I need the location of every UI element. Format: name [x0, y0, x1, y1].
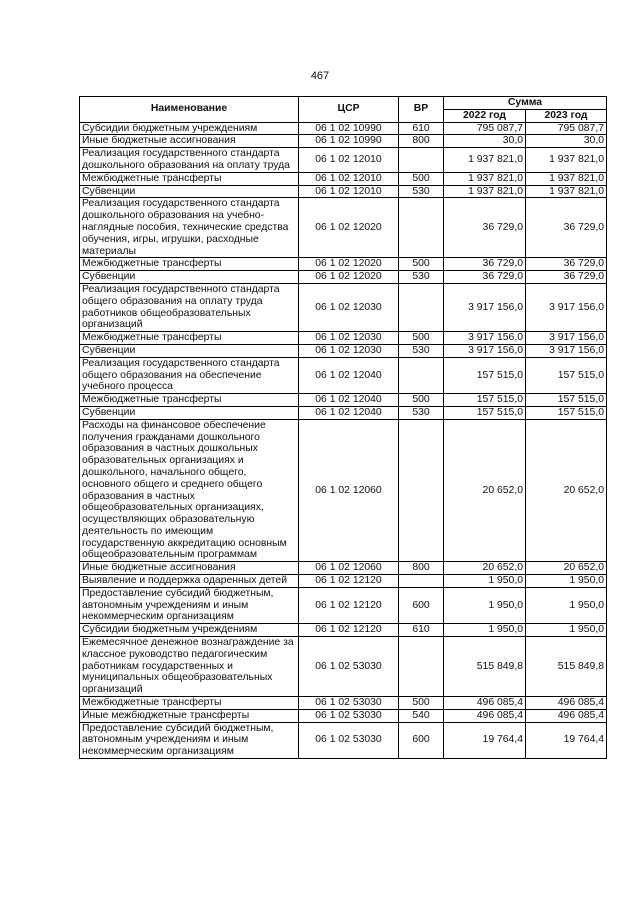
row-sum-2023: 30,0 — [526, 135, 607, 148]
row-sum-2023: 496 085,4 — [526, 709, 607, 722]
row-csr: 06 1 02 12120 — [299, 587, 399, 623]
row-name: Иные бюджетные ассигнования — [80, 135, 299, 148]
row-vr: 500 — [399, 172, 444, 185]
table-row — [80, 394, 607, 407]
row-name: Реализация государственного стандарта дошкольного образования на учебно-наглядные пособия, технические средства обучения, игры, игрушки, расходные материалы — [80, 198, 299, 258]
table-row — [80, 198, 607, 258]
row-csr: 06 1 02 10990 — [299, 122, 399, 135]
row-sum-2022: 496 085,4 — [444, 697, 526, 710]
row-sum-2022: 157 515,0 — [444, 394, 526, 407]
row-vr: 610 — [399, 624, 444, 637]
row-csr: 06 1 02 12040 — [299, 406, 399, 419]
row-vr: 600 — [399, 722, 444, 758]
row-sum-2023: 1 937 821,0 — [526, 185, 607, 198]
row-name: Межбюджетные трансферты — [80, 697, 299, 710]
row-name: Межбюджетные трансферты — [80, 172, 299, 185]
row-sum-2023: 3 917 156,0 — [526, 283, 607, 331]
row-csr: 06 1 02 12030 — [299, 344, 399, 357]
row-sum-2023: 1 937 821,0 — [526, 172, 607, 185]
row-sum-2022: 1 937 821,0 — [444, 172, 526, 185]
row-name: Субвенции — [80, 406, 299, 419]
table-row — [80, 344, 607, 357]
row-vr: 600 — [399, 587, 444, 623]
row-sum-2023: 3 917 156,0 — [526, 332, 607, 345]
row-vr: 530 — [399, 406, 444, 419]
table-row — [80, 283, 607, 331]
row-sum-2022: 19 764,4 — [444, 722, 526, 758]
table-row — [80, 419, 607, 562]
row-vr — [399, 198, 444, 258]
budget-table — [79, 96, 607, 759]
row-vr: 530 — [399, 271, 444, 284]
table-row — [80, 562, 607, 575]
row-sum-2023: 1 950,0 — [526, 575, 607, 588]
table-row — [80, 722, 607, 758]
row-vr: 500 — [399, 394, 444, 407]
row-name: Предоставление субсидий бюджетным, автономным учреждениям и иным некоммерческим организациям — [80, 722, 299, 758]
row-vr: 800 — [399, 562, 444, 575]
row-name: Ежемесячное денежное вознаграждение за классное руководство педагогическим работникам государственных и муниципальных общеобразовательных организаций — [80, 637, 299, 697]
table-row — [80, 637, 607, 697]
row-sum-2022: 1 950,0 — [444, 624, 526, 637]
row-sum-2023: 157 515,0 — [526, 406, 607, 419]
row-csr: 06 1 02 12030 — [299, 332, 399, 345]
row-sum-2022: 36 729,0 — [444, 271, 526, 284]
row-sum-2022: 1 950,0 — [444, 575, 526, 588]
row-sum-2022: 496 085,4 — [444, 709, 526, 722]
row-sum-2022: 3 917 156,0 — [444, 344, 526, 357]
row-sum-2022: 157 515,0 — [444, 357, 526, 393]
row-sum-2022: 1 937 821,0 — [444, 148, 526, 173]
row-sum-2022: 20 652,0 — [444, 419, 526, 562]
row-csr: 06 1 02 53030 — [299, 709, 399, 722]
row-name: Реализация государственного стандарта общего образования на оплату труда работников общеобразовательных организаций — [80, 283, 299, 331]
row-csr: 06 1 02 12040 — [299, 394, 399, 407]
row-sum-2023: 19 764,4 — [526, 722, 607, 758]
row-name: Иные межбюджетные трансферты — [80, 709, 299, 722]
row-name: Межбюджетные трансферты — [80, 332, 299, 345]
header-csr: ЦСР — [299, 97, 399, 123]
page-number: 467 — [310, 70, 330, 82]
row-csr: 06 1 02 53030 — [299, 637, 399, 697]
row-sum-2022: 30,0 — [444, 135, 526, 148]
table-row — [80, 624, 607, 637]
row-csr: 06 1 02 12060 — [299, 562, 399, 575]
row-name: Субвенции — [80, 185, 299, 198]
header-name: Наименование — [80, 97, 299, 123]
row-vr — [399, 357, 444, 393]
row-csr: 06 1 02 12020 — [299, 258, 399, 271]
row-csr: 06 1 02 53030 — [299, 697, 399, 710]
row-csr: 06 1 02 12120 — [299, 624, 399, 637]
row-sum-2022: 1 950,0 — [444, 587, 526, 623]
row-name: Субсидии бюджетным учреждениям — [80, 122, 299, 135]
row-name: Субсидии бюджетным учреждениям — [80, 624, 299, 637]
header-sum: Сумма — [444, 97, 607, 110]
row-sum-2023: 795 087,7 — [526, 122, 607, 135]
row-csr: 06 1 02 12120 — [299, 575, 399, 588]
row-csr: 06 1 02 12010 — [299, 185, 399, 198]
row-vr: 530 — [399, 344, 444, 357]
row-vr — [399, 419, 444, 562]
row-sum-2023: 515 849,8 — [526, 637, 607, 697]
row-sum-2022: 3 917 156,0 — [444, 283, 526, 331]
row-name: Выявление и поддержка одаренных детей — [80, 575, 299, 588]
table-row — [80, 575, 607, 588]
row-sum-2022: 20 652,0 — [444, 562, 526, 575]
row-vr: 800 — [399, 135, 444, 148]
row-vr: 540 — [399, 709, 444, 722]
row-csr: 06 1 02 12020 — [299, 198, 399, 258]
row-name: Субвенции — [80, 271, 299, 284]
row-csr: 06 1 02 12040 — [299, 357, 399, 393]
table-body — [80, 122, 607, 758]
row-vr: 530 — [399, 185, 444, 198]
table-row — [80, 587, 607, 623]
row-sum-2022: 157 515,0 — [444, 406, 526, 419]
row-vr — [399, 637, 444, 697]
row-name: Расходы на финансовое обеспечение получения гражданами дошкольного образования в частных дошкольных образовательных организациях и дошкольного, начального общего, основного общего и среднего общего образования в частных общеобразовательных организациях, осуществляющих образовательную деятельность по имеющим государственную аккредитацию основным общеобразовательным программам — [80, 419, 299, 562]
header-year-2023: 2023 год — [526, 109, 607, 122]
table-row — [80, 185, 607, 198]
row-sum-2022: 1 937 821,0 — [444, 185, 526, 198]
row-sum-2023: 1 950,0 — [526, 587, 607, 623]
header-vr: ВР — [399, 97, 444, 123]
row-sum-2023: 3 917 156,0 — [526, 344, 607, 357]
row-sum-2022: 795 087,7 — [444, 122, 526, 135]
row-name: Предоставление субсидий бюджетным, автономным учреждениям и иным некоммерческим организациям — [80, 587, 299, 623]
table-row — [80, 122, 607, 135]
row-vr: 500 — [399, 332, 444, 345]
row-sum-2023: 20 652,0 — [526, 562, 607, 575]
row-name: Реализация государственного стандарта общего образования на обеспечение учебного процесса — [80, 357, 299, 393]
row-sum-2023: 36 729,0 — [526, 271, 607, 284]
row-csr: 06 1 02 12030 — [299, 283, 399, 331]
row-name: Субвенции — [80, 344, 299, 357]
row-sum-2023: 496 085,4 — [526, 697, 607, 710]
row-vr — [399, 148, 444, 173]
row-csr: 06 1 02 12010 — [299, 172, 399, 185]
table-row — [80, 406, 607, 419]
table-row — [80, 148, 607, 173]
row-vr — [399, 283, 444, 331]
row-name: Реализация государственного стандарта дошкольного образования на оплату труда — [80, 148, 299, 173]
row-sum-2023: 36 729,0 — [526, 198, 607, 258]
row-csr: 06 1 02 10990 — [299, 135, 399, 148]
table-row — [80, 135, 607, 148]
row-csr: 06 1 02 12060 — [299, 419, 399, 562]
row-sum-2023: 20 652,0 — [526, 419, 607, 562]
row-name: Межбюджетные трансферты — [80, 394, 299, 407]
row-sum-2023: 1 950,0 — [526, 624, 607, 637]
row-vr: 500 — [399, 697, 444, 710]
row-csr: 06 1 02 53030 — [299, 722, 399, 758]
table-row — [80, 258, 607, 271]
row-sum-2022: 36 729,0 — [444, 258, 526, 271]
table-row — [80, 697, 607, 710]
row-sum-2023: 1 937 821,0 — [526, 148, 607, 173]
header-year-2022: 2022 год — [444, 109, 526, 122]
table-row — [80, 357, 607, 393]
table-row — [80, 271, 607, 284]
table-row — [80, 709, 607, 722]
row-sum-2023: 157 515,0 — [526, 357, 607, 393]
row-vr: 610 — [399, 122, 444, 135]
row-csr: 06 1 02 12020 — [299, 271, 399, 284]
table-row — [80, 172, 607, 185]
table-row — [80, 332, 607, 345]
row-sum-2022: 515 849,8 — [444, 637, 526, 697]
row-sum-2023: 36 729,0 — [526, 258, 607, 271]
row-csr: 06 1 02 12010 — [299, 148, 399, 173]
row-sum-2022: 3 917 156,0 — [444, 332, 526, 345]
row-sum-2022: 36 729,0 — [444, 198, 526, 258]
row-sum-2023: 157 515,0 — [526, 394, 607, 407]
row-vr: 500 — [399, 258, 444, 271]
row-name: Иные бюджетные ассигнования — [80, 562, 299, 575]
row-vr — [399, 575, 444, 588]
row-name: Межбюджетные трансферты — [80, 258, 299, 271]
